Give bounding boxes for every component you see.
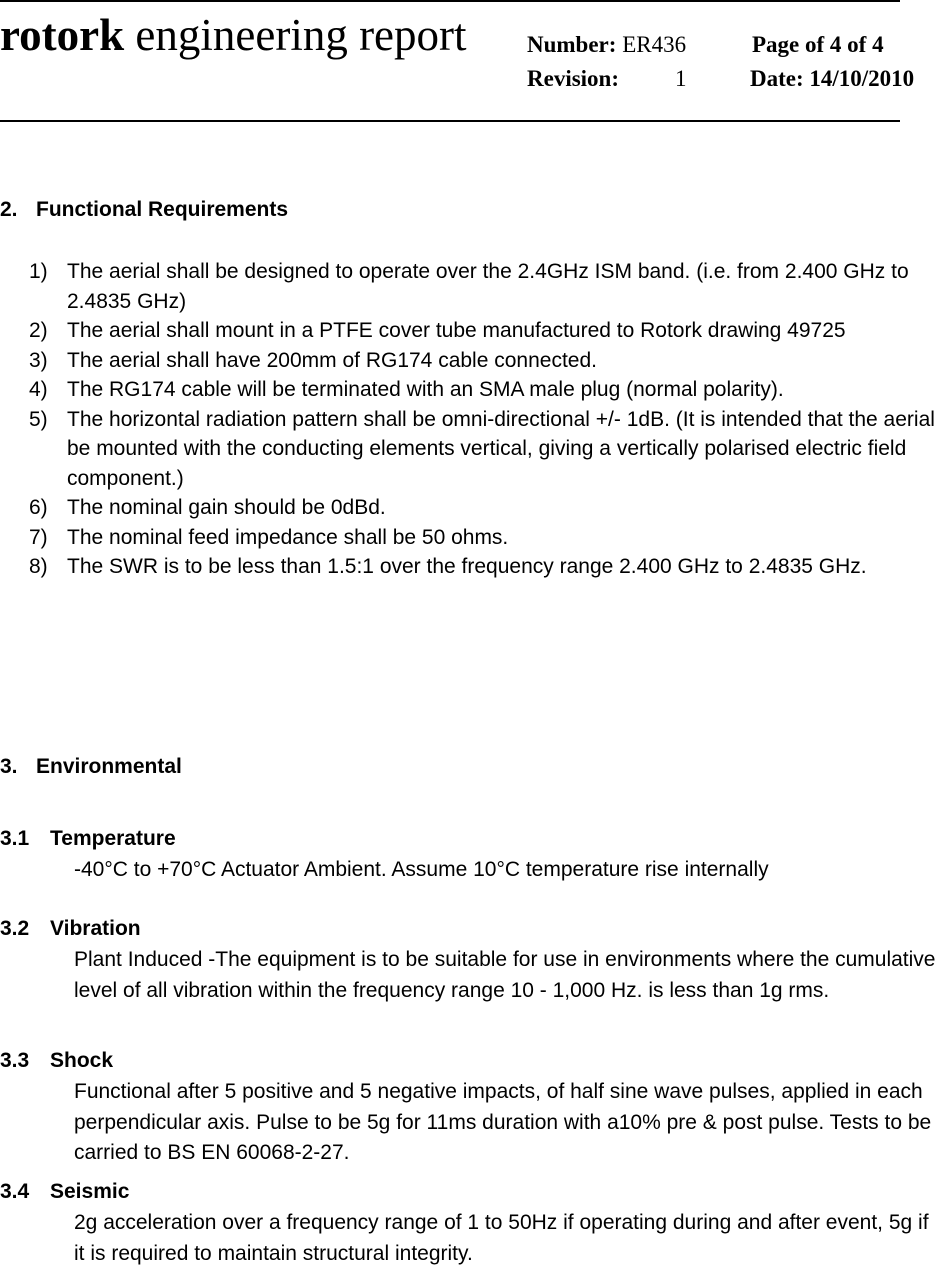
section-3-heading: 3. Environmental [0,755,182,778]
header-top-rule [0,0,900,2]
subsection-temperature-heading: 3.1 Temperature [0,827,176,850]
section-2-heading: 2. Functional Requirements [0,198,289,221]
seismic-text: 2g acceleration over a frequency range of 1 to 50Hz if operating during and after event, 5g if it is required to maintain structural integrity. [74,1211,929,1265]
report-number [527,31,686,59]
list-item: 1) The aerial shall be designed to operate over the 2.4GHz ISM band. (i.e. from 2.400 GHz to 2.4835 GHz) [29,260,909,313]
list-item: 2) The aerial shall mount in a PTFE cover tube manufactured to Rotork drawing 49725 [29,319,846,342]
revision-value: 1 [675,66,687,91]
revision-label: Revision: [527,66,619,91]
subsection-seismic-heading: 3.4 Seismic [0,1180,130,1203]
number-value: ER436 [622,32,687,57]
shock-text: Functional after 5 positive and 5 negative impacts, of half sine wave pulses, applied in each perpendicular axis. Pulse to be 5g for 11ms duration with a10% pre & post pulse. Tests to be carried to BS EN 60068-2-27. [74,1080,932,1164]
brand-name: rotork [0,10,125,60]
header-bottom-rule [0,120,900,122]
list-item: 6) The nominal gain should be 0dBd. [29,496,386,519]
report-brand-title [0,8,467,62]
requirements-list [0,257,936,582]
subsection-shock-heading: 3.3 Shock [0,1049,114,1072]
list-item: 7) The nominal feed impedance shall be 50 ohms. [29,525,509,549]
brand-suffix: engineering report [124,10,467,60]
subsection-vibration-heading: 3.2 Vibration [0,917,141,940]
page-indicator: Page of 4 of 4 [752,32,884,57]
vibration-text: Plant Induced -The equipment is to be suitable for use in environments where the cumulative level of all vibration within the frequency range 10 - 1,000 Hz. is less than 1g rms. [74,948,936,1002]
list-item: 3) The aerial shall have 200mm of RG174 cable connected. [29,348,597,372]
list-item: 4) The RG174 cable will be terminated with an SMA male plug (normal polarity). [29,378,784,401]
list-item: 5) The horizontal radiation pattern shall be omni-directional +/- 1dB. (It is intended that the aerial be mounted with the conducting elements vertical, giving a vertically polarised electric field component.) [29,407,935,490]
report-date: Date: 14/10/2010 [750,66,915,91]
temperature-text: -40°C to +70°C Actuator Ambient. Assume 10°C temperature rise internally [74,858,769,881]
number-label: Number: [527,32,617,57]
list-item: 8) The SWR is to be less than 1.5:1 over the frequency range 2.400 GHz to 2.4835 GHz. [29,555,867,578]
